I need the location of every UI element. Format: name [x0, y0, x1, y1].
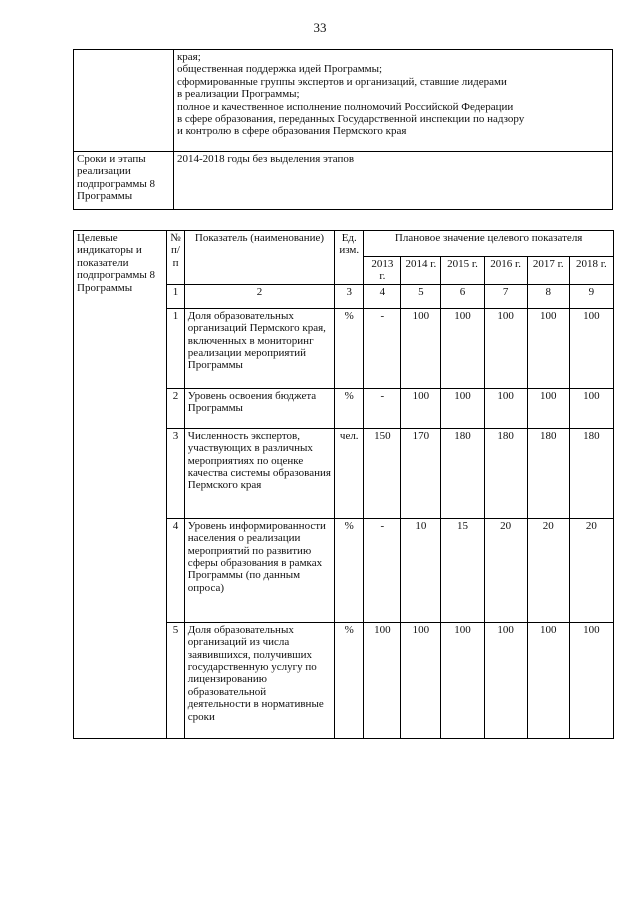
value-cell: 20 — [484, 518, 527, 622]
column-number: 2 — [184, 284, 334, 308]
row-number: 5 — [167, 622, 185, 738]
value-cell: 100 — [401, 388, 441, 428]
value-cell: - — [364, 518, 401, 622]
value-cell: 100 — [527, 622, 569, 738]
result-line: и контролю в сфере образования Пермского края — [176, 125, 407, 138]
value-cell: 20 — [569, 518, 613, 622]
value-cell: 180 — [441, 428, 484, 518]
year-header: 2013 г. — [364, 257, 401, 285]
period-label: Сроки и этапы реализации подпрограммы 8 Программы — [74, 152, 174, 210]
result-line: общественная поддержка идей Программы; — [176, 63, 383, 76]
value-cell: 100 — [401, 308, 441, 388]
column-number: 4 — [364, 284, 401, 308]
row-number: 2 — [167, 388, 185, 428]
expected-results-cell — [173, 50, 612, 152]
value-cell: 100 — [441, 622, 484, 738]
value-cell: 100 — [441, 388, 484, 428]
value-cell: 180 — [569, 428, 613, 518]
value-cell: 100 — [527, 388, 569, 428]
result-line: края; — [176, 51, 201, 63]
value-cell: 100 — [569, 622, 613, 738]
header-indicator: Показатель (наименование) — [184, 231, 334, 285]
unit-cell: % — [335, 308, 364, 388]
value-cell: 100 — [527, 308, 569, 388]
column-number: 1 — [167, 284, 185, 308]
indicator-name: Уровень информированности населения о реализации мероприятий по развитию сферы образования в рамках Программы (по данным опроса) — [184, 518, 334, 622]
indicators-table — [73, 230, 614, 739]
value-cell: 100 — [569, 308, 613, 388]
value-cell: 100 — [484, 308, 527, 388]
value-cell: 15 — [441, 518, 484, 622]
value-cell: 150 — [364, 428, 401, 518]
result-line: в реализации Программы; — [176, 88, 300, 101]
value-cell: 100 — [441, 308, 484, 388]
column-number: 3 — [335, 284, 364, 308]
indicator-name: Доля образовательных организаций Пермского края, включенных в мониторинг реализации мероприятий Программы — [184, 308, 334, 388]
value-cell: 180 — [527, 428, 569, 518]
indicator-name: Численность экспертов, участвующих в различных мероприятиях по оценке качества системы образования Пермского края — [184, 428, 334, 518]
column-number: 7 — [484, 284, 527, 308]
year-header: 2018 г. — [569, 257, 613, 285]
column-number: 5 — [401, 284, 441, 308]
value-cell: 100 — [401, 622, 441, 738]
header-planned-value: Плановое значение целевого показателя — [364, 231, 614, 257]
program-passport-table — [73, 49, 613, 210]
year-header: 2014 г. — [401, 257, 441, 285]
row-number: 3 — [167, 428, 185, 518]
column-number: 9 — [569, 284, 613, 308]
value-cell: 100 — [364, 622, 401, 738]
unit-cell: % — [335, 388, 364, 428]
unit-cell: % — [335, 518, 364, 622]
unit-cell: чел. — [335, 428, 364, 518]
continued-row — [74, 50, 613, 152]
header-num: № п/п — [167, 231, 185, 285]
value-cell: 100 — [484, 388, 527, 428]
unit-cell: % — [335, 622, 364, 738]
indicator-name: Доля образовательных организаций из числа заявившихся, получивших государственную услугу по лицензированию образовательной деятельности в нормативные сроки — [184, 622, 334, 738]
empty-label-cell — [74, 50, 174, 152]
indicator-name: Уровень освоения бюджета Программы — [184, 388, 334, 428]
value-cell: 170 — [401, 428, 441, 518]
column-number: 6 — [441, 284, 484, 308]
value-cell: 100 — [569, 388, 613, 428]
value-cell: 10 — [401, 518, 441, 622]
period-row — [74, 152, 613, 210]
year-header: 2016 г. — [484, 257, 527, 285]
column-number: 8 — [527, 284, 569, 308]
value-cell: 100 — [484, 622, 527, 738]
value-cell: - — [364, 388, 401, 428]
value-cell: 20 — [527, 518, 569, 622]
year-header: 2015 г. — [441, 257, 484, 285]
row-number: 1 — [167, 308, 185, 388]
header-unit: Ед. изм. — [335, 231, 364, 285]
indicators-category-label: Целевые индикаторы и показатели подпрограммы 8 Программы — [74, 231, 167, 739]
period-value: 2014-2018 годы без выделения этапов — [173, 152, 612, 210]
result-line: полное и качественное исполнение полномочий Российской Федерации — [176, 100, 514, 113]
row-number: 4 — [167, 518, 185, 622]
year-header: 2017 г. — [527, 257, 569, 285]
value-cell: 180 — [484, 428, 527, 518]
value-cell: - — [364, 308, 401, 388]
result-line: сформированные группы экспертов и организаций, ставшие лидерами — [176, 75, 507, 88]
page-number: 33 — [313, 20, 327, 35]
result-line: в сфере образования, переданных Государственной инспекции по надзору — [176, 113, 525, 126]
